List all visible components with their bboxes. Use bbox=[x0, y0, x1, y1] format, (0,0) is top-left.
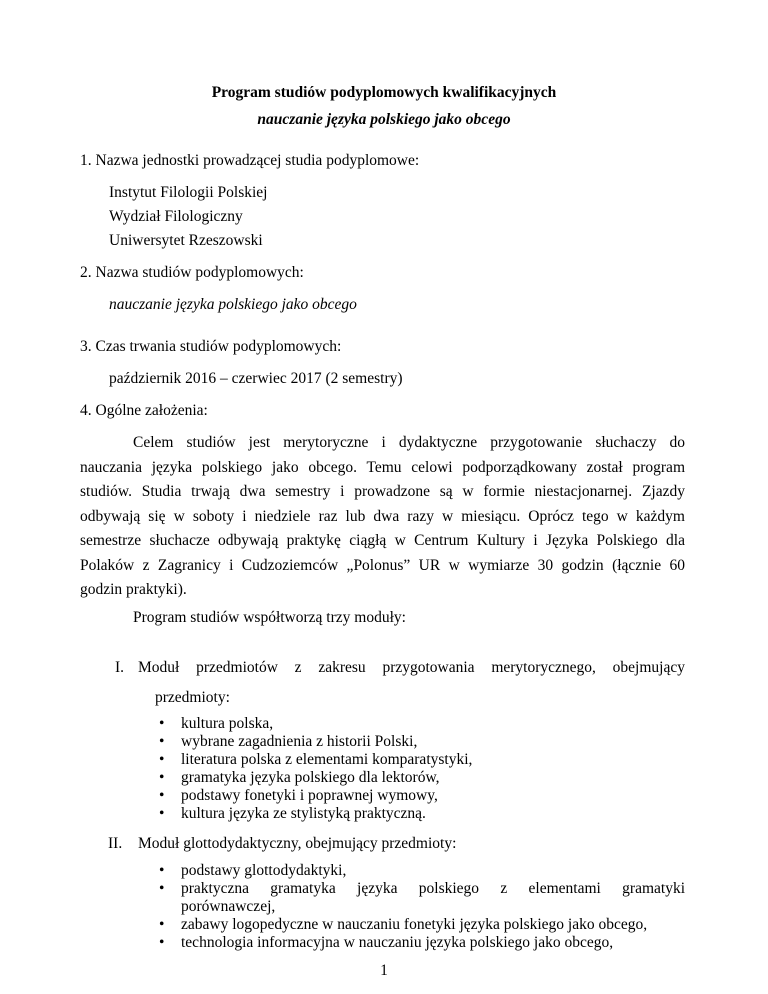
module-2-numeral: II. bbox=[108, 835, 123, 852]
bullet-icon: • bbox=[159, 751, 165, 768]
modules-intro: Program studiów współtworzą trzy moduły: bbox=[133, 608, 406, 626]
list-item: gramatyka języka polskiego dla lektorów, bbox=[181, 769, 440, 786]
list-item: literatura polska z elementami komparatystyki, bbox=[181, 751, 473, 768]
bullet-icon: • bbox=[159, 715, 165, 732]
paragraph-line: nauczania języka polskiego jako obcego. Temu celowi podporządkowany został program bbox=[80, 458, 685, 476]
paragraph-line: Polaków z Zagranicy i Cudzoziemców „Polonus” UR w wymiarze 30 godzin (łącznie 60 bbox=[80, 556, 685, 574]
list-item: kultura języka ze stylistyką praktyczną. bbox=[181, 805, 426, 822]
bullet-icon: • bbox=[159, 880, 165, 897]
section-2-heading: 2. Nazwa studiów podyplomowych: bbox=[80, 264, 304, 281]
module-2-title: Moduł glottodydaktyczny, obejmujący przedmioty: bbox=[138, 835, 457, 852]
list-item: technologia informacyjna w nauczaniu języka polskiego jako obcego, bbox=[181, 934, 614, 951]
module-1-numeral: I. bbox=[115, 659, 125, 676]
bullet-icon: • bbox=[159, 862, 165, 879]
list-item: podstawy fonetyki i poprawnej wymowy, bbox=[181, 787, 438, 804]
document-title: Program studiów podyplomowych kwalifikacyjnych bbox=[211, 84, 557, 101]
section-2-value: nauczanie języka polskiego jako obcego bbox=[109, 296, 357, 313]
list-item: kultura polska, bbox=[181, 715, 274, 732]
paragraph-line: semestrze słuchacze odbywają praktykę ciągłą w Centrum Kultury i Języka Polskiego dla bbox=[80, 532, 685, 549]
paragraph-line: studiów. Studia trwają dwa semestry i prowadzone są w formie niestacjonarnej. Zjazdy bbox=[80, 483, 685, 500]
paragraph-line: odbywają się w soboty i niedziele raz lub dwa razy w miesiącu. Oprócz tego w każdym bbox=[80, 507, 685, 525]
bullet-icon: • bbox=[159, 805, 165, 822]
module-1-title: Moduł przedmiotów z zakresu przygotowania merytorycznego, obejmujący bbox=[138, 659, 685, 676]
list-item: podstawy glottodydaktyki, bbox=[181, 862, 347, 879]
bullet-icon: • bbox=[159, 733, 165, 750]
section-1-line: Wydział Filologiczny bbox=[109, 208, 243, 225]
page-number: 1 bbox=[380, 962, 388, 979]
section-1-line: Instytut Filologii Polskiej bbox=[109, 184, 268, 201]
paragraph-line: Celem studiów jest merytoryczne i dydaktyczne przygotowanie słuchaczy do bbox=[133, 434, 685, 451]
bullet-icon: • bbox=[159, 934, 165, 951]
bullet-icon: • bbox=[159, 916, 165, 933]
section-4-heading: 4. Ogólne założenia: bbox=[80, 402, 208, 419]
section-3-value: październik 2016 – czerwiec 2017 (2 semestry) bbox=[109, 370, 403, 387]
list-item-cont: porównawczej, bbox=[181, 898, 276, 915]
bullet-icon: • bbox=[159, 787, 165, 804]
list-item: praktyczna gramatyka języka polskiego z elementami gramatyki bbox=[181, 880, 685, 897]
paragraph-line: godzin praktyki). bbox=[80, 581, 187, 598]
bullet-icon: • bbox=[159, 769, 165, 786]
section-3-heading: 3. Czas trwania studiów podyplomowych: bbox=[80, 338, 342, 355]
module-1-title-cont: przedmioty: bbox=[155, 689, 230, 706]
document-subtitle: nauczanie języka polskiego jako obcego bbox=[257, 111, 511, 128]
list-item: wybrane zagadnienia z historii Polski, bbox=[181, 733, 418, 750]
list-item: zabawy logopedyczne w nauczaniu fonetyki języka polskiego jako obcego, bbox=[181, 916, 648, 933]
section-1-line: Uniwersytet Rzeszowski bbox=[109, 232, 263, 249]
section-1-heading: 1. Nazwa jednostki prowadzącej studia podyplomowe: bbox=[80, 152, 420, 169]
